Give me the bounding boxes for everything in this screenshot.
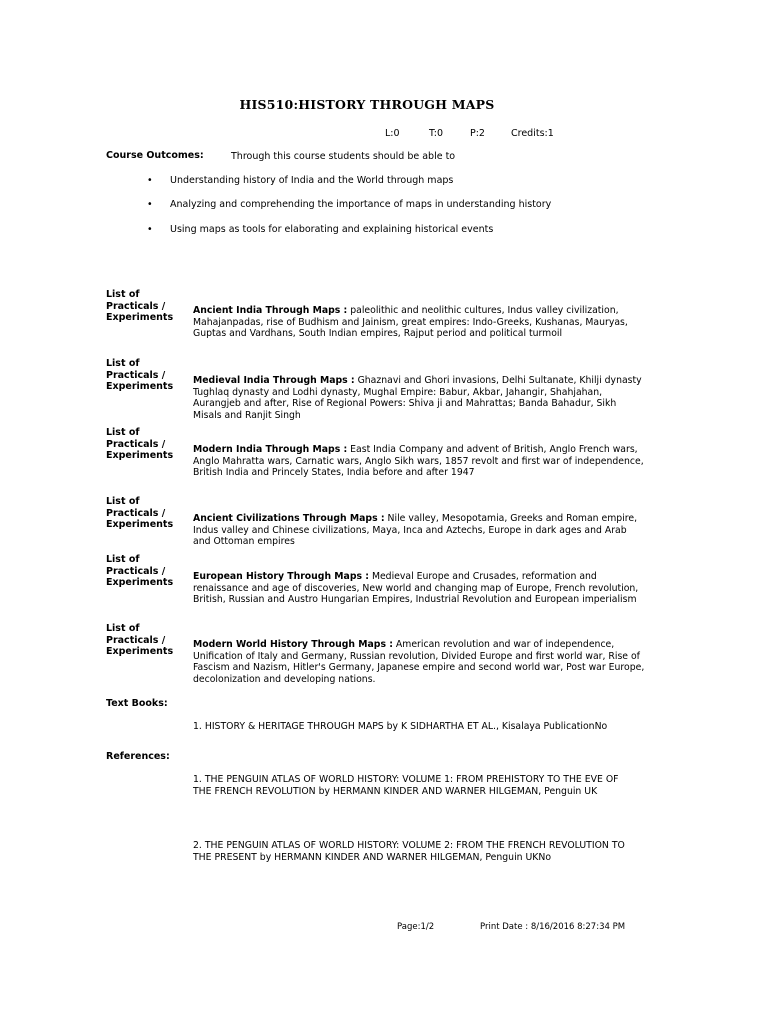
page-number: Page:1/2 [397, 922, 435, 932]
outcome-item: Understanding history of India and the World through maps [170, 175, 454, 186]
practical-hours: P:2 [470, 128, 485, 139]
practical-entry [193, 639, 645, 685]
outcome-item: Analyzing and comprehending the importance of maps in understanding history [170, 199, 552, 210]
bullet-icon: • [147, 175, 153, 186]
practical-heading: Modern India Through Maps : [193, 444, 348, 455]
practical-heading: Ancient Civilizations Through Maps : [193, 513, 385, 524]
text-book-item: 1. HISTORY & HERITAGE THROUGH MAPS by K SIDHARTHA ET AL., Kisalaya PublicationNo [193, 721, 608, 732]
practical-label: List of Practicals / Experiments [106, 496, 174, 531]
practical-heading: Modern World History Through Maps : [193, 639, 393, 650]
practical-description: East India Company and advent of British, Anglo French wars, Anglo Mahratta wars, Carnatic wars, Anglo Sikh wars, 1857 revolt and first war of independence, British India and Princely States, India before and after 1947 [193, 444, 644, 479]
practical-label: List of Practicals / Experiments [106, 358, 174, 393]
lecture-hours: L:0 [385, 128, 400, 139]
practical-label: List of Practicals / Experiments [106, 623, 174, 658]
reference-item: 1. THE PENGUIN ATLAS OF WORLD HISTORY: VOLUME 1: FROM PREHISTORY TO THE EVE OF THE FRENCH REVOLUTION by HERMANN KINDER AND WARNER HILGEMAN, Penguin UK [193, 774, 619, 798]
practical-entry [193, 375, 645, 421]
print-date: Print Date : 8/16/2016 8:27:34 PM [480, 922, 626, 932]
practical-description: Medieval Europe and Crusades, reformation and renaissance and age of discoveries, New world and changing map of Europe, French revolution, British, Russian and Austro Hungarian Empires, Industrial Revolution and European imperialism [193, 571, 639, 606]
practical-entry [193, 305, 645, 340]
practical-description: Nile valley, Mesopotamia, Greeks and Roman empire, Indus valley and Chinese civilizations, Maya, Inca and Aztechs, Europe in dark ages and Arab and Ottoman empires [193, 513, 638, 548]
credits: Credits:1 [511, 128, 554, 139]
course-title: HIS510:HISTORY THROUGH MAPS [239, 97, 495, 112]
text-books-label: Text Books: [106, 698, 168, 709]
bullet-icon: • [147, 199, 153, 210]
practical-description: Ghaznavi and Ghori invasions, Delhi Sultanate, Khilji dynasty Tughlaq dynasty and Lodhi dynasty, Mughal Empire: Babur, Akbar, Jahangir, Shahjahan, Aurangjeb and after, Rise of Regional Powers: Shiva ji and Mahrattas; Banda Bahadur, Sikh Misals and Ranjit Singh [193, 375, 642, 421]
bullet-icon: • [147, 224, 153, 235]
practical-label: List of Practicals / Experiments [106, 427, 174, 462]
references-label: References: [106, 751, 170, 762]
outcome-item: Using maps as tools for elaborating and explaining historical events [170, 224, 494, 235]
practical-label: List of Practicals / Experiments [106, 554, 174, 589]
course-outcomes-intro: Through this course students should be able to [231, 151, 456, 162]
practical-description: American revolution and war of independence, Unification of Italy and Germany, Russian revolution, Divided Europe and first world war, Rise of Fascism and Nazism, Hitler's Germany, Japanese empire and second world war, Post war Europe, decolonization and developing nations. [193, 639, 645, 685]
practical-heading: Ancient India Through Maps : [193, 305, 348, 316]
practical-entry [193, 444, 645, 479]
practical-label: List of Practicals / Experiments [106, 289, 174, 324]
course-outcomes-label: Course Outcomes: [106, 150, 204, 161]
tutorial-hours: T:0 [429, 128, 444, 139]
practical-entry [193, 571, 645, 606]
reference-item: 2. THE PENGUIN ATLAS OF WORLD HISTORY: VOLUME 2: FROM THE FRENCH REVOLUTION TO THE PRESENT by HERMANN KINDER AND WARNER HILGEMAN, Penguin UKNo [193, 840, 625, 864]
practical-heading: European History Through Maps : [193, 571, 369, 582]
practical-heading: Medieval India Through Maps : [193, 375, 355, 386]
practical-entry [193, 513, 645, 548]
practical-description: paleolithic and neolithic cultures, Indus valley civilization, Mahajanpadas, rise of Budhism and Jainism, great empires: Indo-Greeks, Kushanas, Mauryas, Guptas and Vardhans, South Indian empires, Rajput period and political turmoil [193, 305, 628, 340]
